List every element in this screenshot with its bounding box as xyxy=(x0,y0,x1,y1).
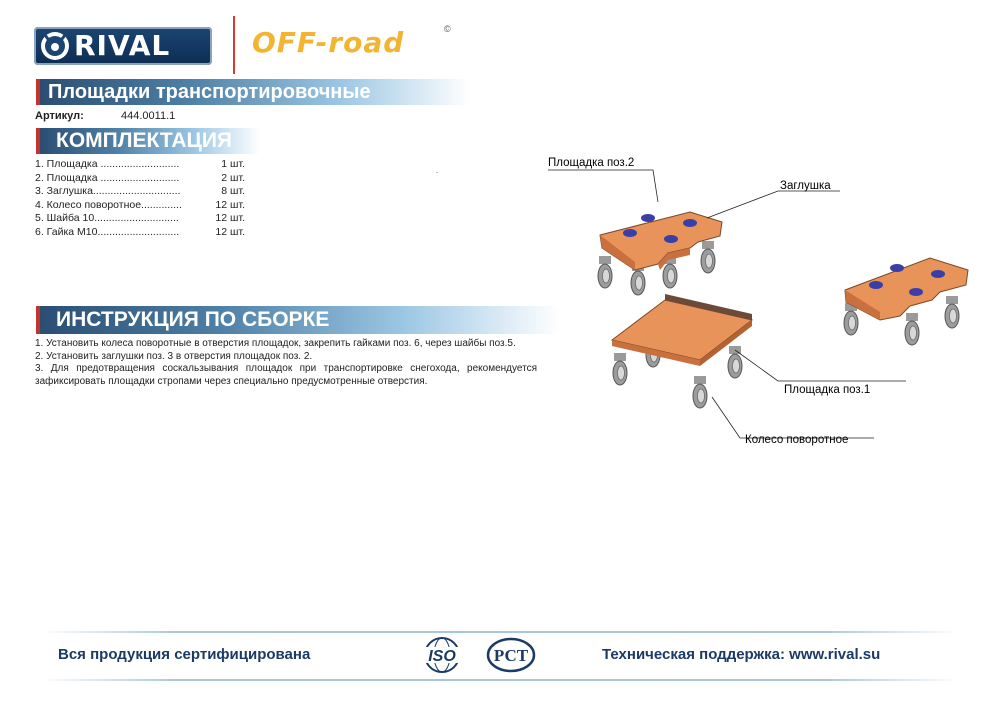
kit-item xyxy=(35,212,245,226)
kit-item xyxy=(35,185,245,199)
callout-platform-pos2: Площадка поз.2 xyxy=(548,157,635,169)
offroad-wordmark: OFF-road xyxy=(252,26,405,59)
assembly-step: 1. Установить колеса поворотные в отверстия площадок, закрепить гайками поз. 6, через шайбы поз.5. xyxy=(35,338,516,349)
callout-platform-pos1: Площадка поз.1 xyxy=(784,384,871,396)
footer-certified-text: Вся продукция сертифицирована xyxy=(58,646,311,663)
kit-item xyxy=(35,158,245,172)
gost-icon xyxy=(486,637,536,673)
platform-pos1-drawing xyxy=(612,294,752,408)
kit-item-qty: 1 шт. xyxy=(221,158,245,170)
gost-label: РСТ xyxy=(493,646,529,665)
assembly-steps xyxy=(35,338,537,388)
platform-pos2-drawing xyxy=(598,212,722,295)
assembly-heading: ИНСТРУКЦИЯ ПО СБОРКЕ xyxy=(56,308,330,331)
assembly-drawing xyxy=(540,140,980,460)
kit-item-name: 5. Шайба 10............................. xyxy=(35,212,179,224)
kit-item-name: 4. Колесо поворотное.............. xyxy=(35,198,182,211)
kit-item-name: 3. Заглушка.............................. xyxy=(35,185,181,197)
kit-heading: КОМПЛЕКТАЦИЯ xyxy=(56,129,233,152)
assembly-heading-band xyxy=(36,306,560,334)
stray-dot: . xyxy=(436,166,439,175)
kit-item-name: 2. Площадка ........................... xyxy=(35,171,180,184)
callout-wheel: Колесо поворотное xyxy=(745,434,849,446)
kit-item xyxy=(35,226,245,240)
kit-item xyxy=(35,172,245,186)
title-band xyxy=(36,79,470,105)
rival-wordmark: RIVAL xyxy=(74,29,171,62)
article-value: 444.0011.1 xyxy=(121,110,176,122)
copyright-mark: © xyxy=(444,24,451,34)
footer-support-text: Техническая поддержка: www.rival.su xyxy=(602,646,881,663)
kit-item-qty: 2 шт. xyxy=(221,171,245,184)
assembly-step: 2. Установить заглушки поз. 3 в отверстия площадок поз. 2. xyxy=(35,350,313,362)
iso-icon xyxy=(417,636,467,674)
rival-emblem-icon xyxy=(38,29,72,63)
page-title: Площадки транспортировочные xyxy=(48,81,371,103)
platform-pos2-second-drawing xyxy=(844,258,968,345)
callout-plug: Заглушка xyxy=(780,180,831,192)
kit-item-qty: 12 шт. xyxy=(215,212,245,224)
kit-item-qty: 12 шт. xyxy=(215,198,245,211)
kit-item-qty: 8 шт. xyxy=(221,185,245,197)
kit-item-qty: 12 шт. xyxy=(215,225,245,238)
rival-logo xyxy=(34,27,212,65)
article-label: Артикул: xyxy=(35,110,84,122)
footer-divider-top xyxy=(40,631,960,633)
kit-heading-band xyxy=(36,128,260,154)
kit-item-name: 6. Гайка М10............................ xyxy=(35,225,180,238)
iso-label: ISO xyxy=(428,648,456,665)
kit-item xyxy=(35,199,245,213)
assembly-step: 3. Для предотвращения соскальзывания площадок при транспортировке снегохода, рекомендуется зафиксировать площадки стропами через специально предусмотренные отверстия. xyxy=(35,363,537,387)
footer-divider-bottom xyxy=(40,679,960,681)
logo-divider xyxy=(233,16,235,74)
kit-item-name: 1. Площадка ........................... xyxy=(35,158,180,170)
kit-list xyxy=(35,158,245,239)
